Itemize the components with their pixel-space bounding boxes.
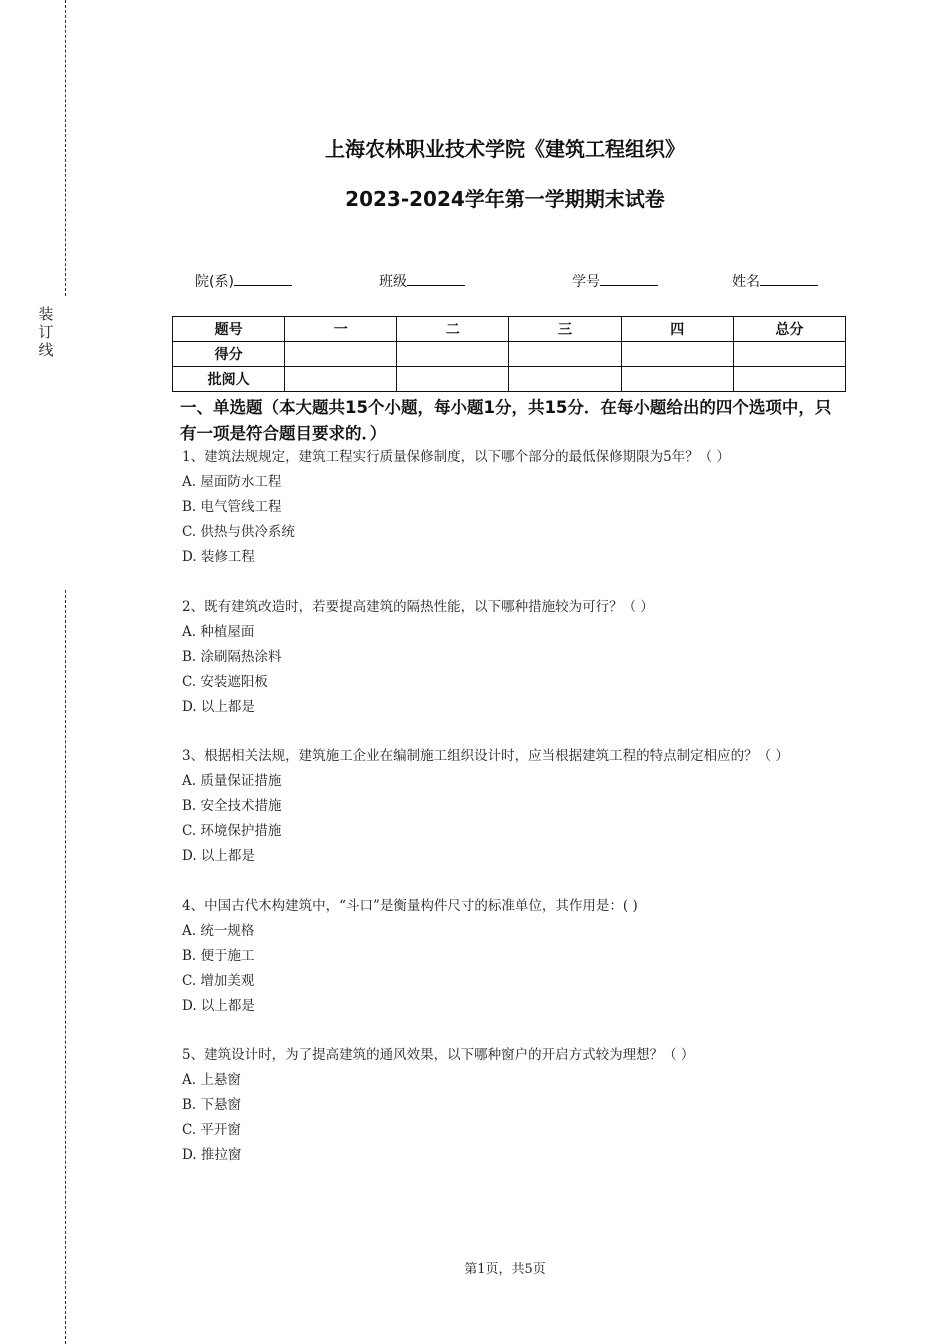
option-c[interactable]: C. 环境保护措施 (182, 823, 282, 839)
score-header-cell: 总分 (733, 317, 845, 342)
question-spacer (182, 720, 842, 745)
option-b[interactable]: B. 涂刷隔热涂料 (182, 648, 282, 665)
score-table-header-row (173, 317, 846, 342)
department-field (195, 271, 292, 291)
question-spacer (182, 1019, 842, 1044)
option-d[interactable]: D. 以上都是 (182, 848, 255, 864)
name-field (732, 271, 818, 291)
option-d[interactable]: D. 以上都是 (182, 997, 255, 1014)
student-id-label: 学号 (572, 274, 600, 290)
option-c[interactable]: C. 增加美观 (182, 972, 255, 989)
score-cell[interactable] (509, 367, 621, 392)
score-cell[interactable] (621, 367, 733, 392)
question-text: 2、既有建筑改造时，若要提高建筑的隔热性能，以下哪种措施较为可行？（ ） (182, 598, 654, 615)
question-item (182, 595, 842, 720)
binding-label: 装订线 (38, 305, 54, 359)
option-c[interactable]: C. 供热与供冷系统 (182, 524, 295, 540)
binding-line-bottom (65, 590, 66, 1344)
question-item (182, 744, 842, 869)
student-id-blank (600, 271, 658, 286)
score-table (172, 316, 846, 392)
score-cell[interactable] (733, 342, 845, 367)
section-heading: 一、单选题（本大题共15个小题，每小题1分，共15分．在每小题给出的四个选项中，只有一项是符合题目要求的．） (180, 398, 832, 443)
question-text: 4、中国古代木构建筑中，“斗口”是衡量构件尺寸的标准单位，其作用是：( ) (182, 897, 638, 914)
score-table-row (173, 367, 846, 392)
page-footer: 第1页，共5页 (464, 1262, 546, 1277)
option-b[interactable]: B. 安全技术措施 (182, 798, 282, 814)
exam-subtitle: 2023-2024学年第一学期期末试卷 (345, 187, 665, 211)
score-cell[interactable] (397, 342, 509, 367)
score-header-cell: 二 (397, 317, 509, 342)
question-list (182, 445, 842, 1168)
score-cell[interactable] (621, 342, 733, 367)
option-d[interactable]: D. 装修工程 (182, 549, 255, 565)
score-cell[interactable] (285, 367, 397, 392)
score-header-cell: 题号 (173, 317, 285, 342)
question-spacer (182, 869, 842, 894)
class-label: 班级 (379, 274, 407, 290)
student-id-field (572, 271, 658, 291)
score-row-label: 得分 (173, 342, 285, 367)
score-header-cell: 四 (621, 317, 733, 342)
option-a[interactable]: A. 上悬窗 (182, 1072, 241, 1088)
class-blank (407, 271, 465, 286)
score-header-cell: 三 (509, 317, 621, 342)
score-cell[interactable] (509, 342, 621, 367)
option-b[interactable]: B. 便于施工 (182, 947, 255, 964)
department-blank (234, 271, 292, 286)
question-item (182, 894, 842, 1019)
score-cell[interactable] (397, 367, 509, 392)
option-a[interactable]: A. 屋面防水工程 (182, 474, 282, 490)
question-item (182, 1043, 842, 1168)
option-d[interactable]: D. 推拉窗 (182, 1147, 242, 1163)
question-item (182, 445, 842, 570)
name-label: 姓名 (732, 274, 760, 290)
class-field (379, 271, 465, 291)
question-text: 5、建筑设计时，为了提高建筑的通风效果，以下哪种窗户的开启方式较为理想？（ ） (182, 1047, 695, 1063)
question-text: 1、建筑法规规定，建筑工程实行质量保修制度，以下哪个部分的最低保修期限为5年？（ ） (182, 449, 730, 465)
score-cell[interactable] (285, 342, 397, 367)
option-c[interactable]: C. 安装遮阳板 (182, 673, 268, 690)
question-text: 3、根据相关法规，建筑施工企业在编制施工组织设计时，应当根据建筑工程的特点制定相应的？（ ） (182, 748, 789, 764)
score-cell[interactable] (733, 367, 845, 392)
department-label: 院(系) (195, 274, 234, 290)
question-spacer (182, 570, 842, 595)
option-d[interactable]: D. 以上都是 (182, 698, 255, 715)
name-blank (760, 271, 818, 286)
score-header-cell: 一 (285, 317, 397, 342)
option-c[interactable]: C. 平开窗 (182, 1122, 241, 1138)
score-row-label: 批阅人 (173, 367, 285, 392)
option-b[interactable]: B. 电气管线工程 (182, 499, 282, 515)
option-a[interactable]: A. 种植屋面 (182, 623, 255, 640)
option-a[interactable]: A. 质量保证措施 (182, 773, 282, 789)
option-a[interactable]: A. 统一规格 (182, 922, 255, 939)
exam-title: 上海农林职业技术学院《建筑工程组织》 (325, 137, 685, 161)
score-table-row (173, 342, 846, 367)
option-b[interactable]: B. 下悬窗 (182, 1097, 242, 1113)
